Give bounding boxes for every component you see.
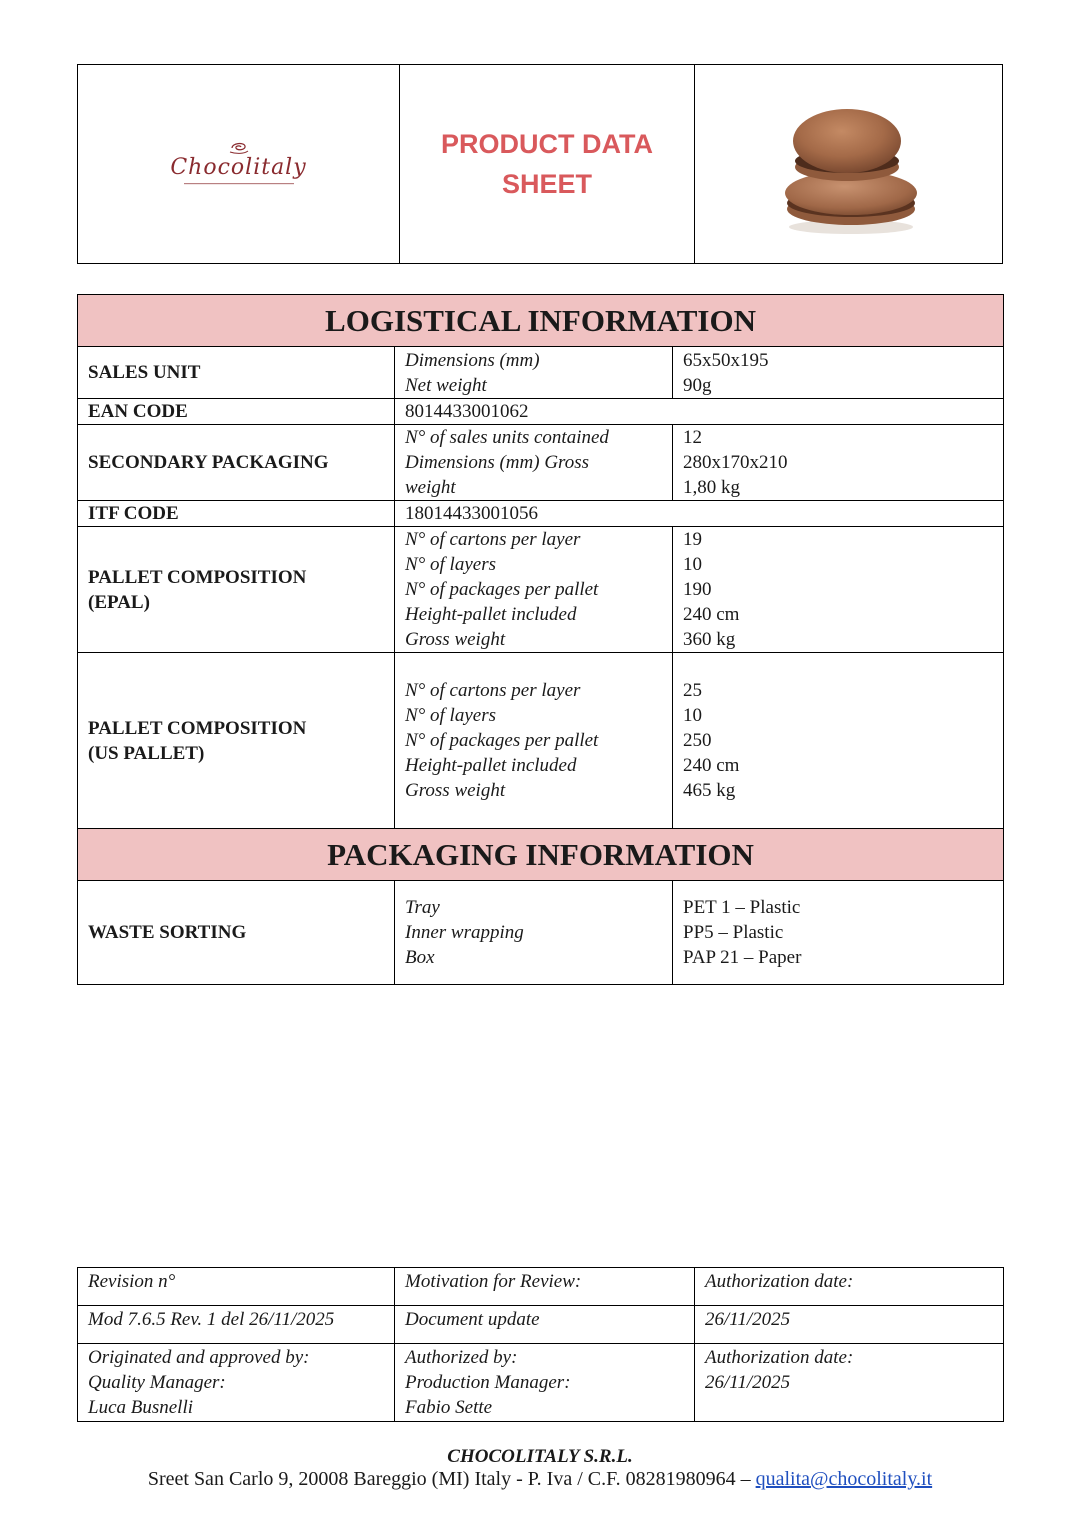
value-line: 190 — [683, 579, 712, 600]
itf-value: 18014433001056 — [395, 501, 1004, 527]
secondary-packaging-label: SECONDARY PACKAGING — [78, 425, 395, 501]
company-logo — [170, 141, 306, 188]
desc-line: Height-pallet included — [405, 755, 577, 776]
value-line: 250 — [683, 730, 712, 751]
revision-header-cell: Motivation for Review: — [395, 1268, 695, 1306]
footer-company: CHOCOLITALY S.R.L. — [447, 1446, 633, 1467]
desc-line: N° of cartons per layer — [405, 680, 581, 701]
revision-header-cell: Authorization date: — [695, 1268, 1004, 1306]
pallet-us-desc — [395, 653, 673, 829]
sales-unit-desc — [395, 347, 673, 399]
authorization-date-cell — [695, 1344, 1004, 1422]
value-line: 465 kg — [683, 780, 736, 801]
value-line: 10 — [683, 554, 702, 575]
document-title-line2: SHEET — [501, 169, 593, 199]
footer — [0, 1446, 1080, 1491]
logistical-section-title: LOGISTICAL INFORMATION — [78, 295, 1004, 347]
value-line: 280x170x210 — [683, 452, 788, 473]
approval-line: Luca Busnelli — [88, 1397, 194, 1418]
itf-row — [78, 501, 1004, 527]
desc-line: Dimensions (mm) — [405, 349, 540, 371]
approval-line: 26/11/2025 — [705, 1372, 791, 1393]
pallet-us-label — [78, 653, 395, 829]
desc-line: Inner wrapping — [405, 922, 524, 943]
value-line: PP5 – Plastic — [683, 922, 784, 943]
logo-tagline-mark — [184, 182, 294, 186]
revision-header-cell: Revision n° — [78, 1268, 395, 1306]
pallet-epal-row — [78, 527, 1004, 653]
ean-label: EAN CODE — [78, 399, 395, 425]
authorized-by-cell — [395, 1344, 695, 1422]
desc-line: Gross weight — [405, 780, 506, 801]
waste-sorting-row — [78, 881, 1004, 985]
value-line: 12 — [683, 427, 702, 448]
value-line: 25 — [683, 680, 702, 701]
itf-label: ITF CODE — [78, 501, 395, 527]
desc-line: Dimensions (mm) Gross — [405, 452, 590, 473]
ean-row — [78, 399, 1004, 425]
logo-tagline — [184, 182, 294, 188]
desc-line: Gross weight — [405, 629, 506, 650]
desc-line: Box — [405, 947, 435, 968]
value-line: 19 — [683, 529, 702, 550]
pallet-us-row — [78, 653, 1004, 829]
secondary-packaging-row — [78, 425, 1004, 501]
desc-line: N° of packages per pallet — [405, 579, 599, 600]
footer-address: Sreet San Carlo 9, 20008 Bareggio (MI) Italy - P. Iva / C.F. 08281980964 – — [147, 1468, 751, 1490]
desc-line: N° of packages per pallet — [405, 730, 599, 751]
ean-value: 8014433001062 — [395, 399, 1004, 425]
revision-header-row — [78, 1268, 1004, 1306]
document-header — [77, 64, 1003, 264]
label-line: (EPAL) — [88, 591, 150, 613]
sales-unit-row — [78, 347, 1004, 399]
secondary-packaging-values — [673, 425, 1004, 501]
macaron-image — [759, 89, 939, 239]
packaging-section-title: PACKAGING INFORMATION — [78, 829, 1004, 881]
document-title-line1: PRODUCT DATA — [441, 129, 653, 159]
value-line: 90g — [683, 374, 712, 396]
approval-line: Quality Manager: — [88, 1372, 226, 1393]
sales-unit-values — [673, 347, 1004, 399]
approval-line: Fabio Sette — [405, 1397, 493, 1418]
originated-by-cell — [78, 1344, 395, 1422]
value-line: 10 — [683, 705, 702, 726]
product-image-cell — [695, 65, 1002, 263]
footer-address-line — [0, 1468, 1080, 1491]
desc-line: weight — [405, 477, 456, 498]
value-line: PET 1 – Plastic — [683, 897, 801, 918]
approval-line: Production Manager: — [405, 1372, 571, 1393]
pallet-us-values — [673, 653, 1004, 829]
value-line: 65x50x195 — [683, 349, 769, 371]
revision-cell: 26/11/2025 — [695, 1306, 1004, 1344]
approval-row — [78, 1344, 1004, 1422]
secondary-packaging-desc — [395, 425, 673, 501]
value-line: 240 cm — [683, 604, 740, 625]
label-line: PALLET COMPOSITION — [88, 717, 307, 739]
pallet-epal-desc — [395, 527, 673, 653]
waste-sorting-desc — [395, 881, 673, 985]
revision-table — [77, 1267, 1004, 1422]
desc-line: Net weight — [405, 374, 487, 396]
logistical-table — [77, 294, 1004, 985]
waste-sorting-values — [673, 881, 1004, 985]
pallet-epal-values — [673, 527, 1004, 653]
desc-line: Height-pallet included — [405, 604, 577, 625]
pallet-epal-label — [78, 527, 395, 653]
label-line: PALLET COMPOSITION — [88, 566, 307, 588]
desc-line: N° of sales units contained — [405, 427, 609, 448]
sales-unit-label: SALES UNIT — [78, 347, 395, 399]
value-line: 360 kg — [683, 629, 736, 650]
desc-line: N° of cartons per layer — [405, 529, 581, 550]
revision-cell: Document update — [395, 1306, 695, 1344]
value-line: 1,80 kg — [683, 477, 740, 498]
logo-cell — [78, 65, 400, 263]
approval-line: Authorized by: — [405, 1347, 518, 1368]
desc-line: N° of layers — [405, 554, 496, 575]
revision-row — [78, 1306, 1004, 1344]
footer-email-link[interactable]: qualita@chocolitaly.it — [755, 1468, 933, 1490]
logo-text: Chocolitaly — [170, 154, 307, 180]
value-line: 240 cm — [683, 755, 740, 776]
approval-line: Authorization date: — [705, 1347, 854, 1368]
value-line: PAP 21 – Paper — [683, 947, 802, 968]
waste-sorting-label: WASTE SORTING — [78, 881, 395, 985]
label-line: (US PALLET) — [88, 742, 205, 764]
desc-line: N° of layers — [405, 705, 496, 726]
approval-line: Originated and approved by: — [88, 1347, 310, 1368]
logo-swirl-icon — [228, 141, 250, 155]
title-cell — [400, 65, 695, 263]
revision-cell: Mod 7.6.5 Rev. 1 del 26/11/2025 — [78, 1306, 395, 1344]
desc-line: Tray — [405, 897, 440, 918]
